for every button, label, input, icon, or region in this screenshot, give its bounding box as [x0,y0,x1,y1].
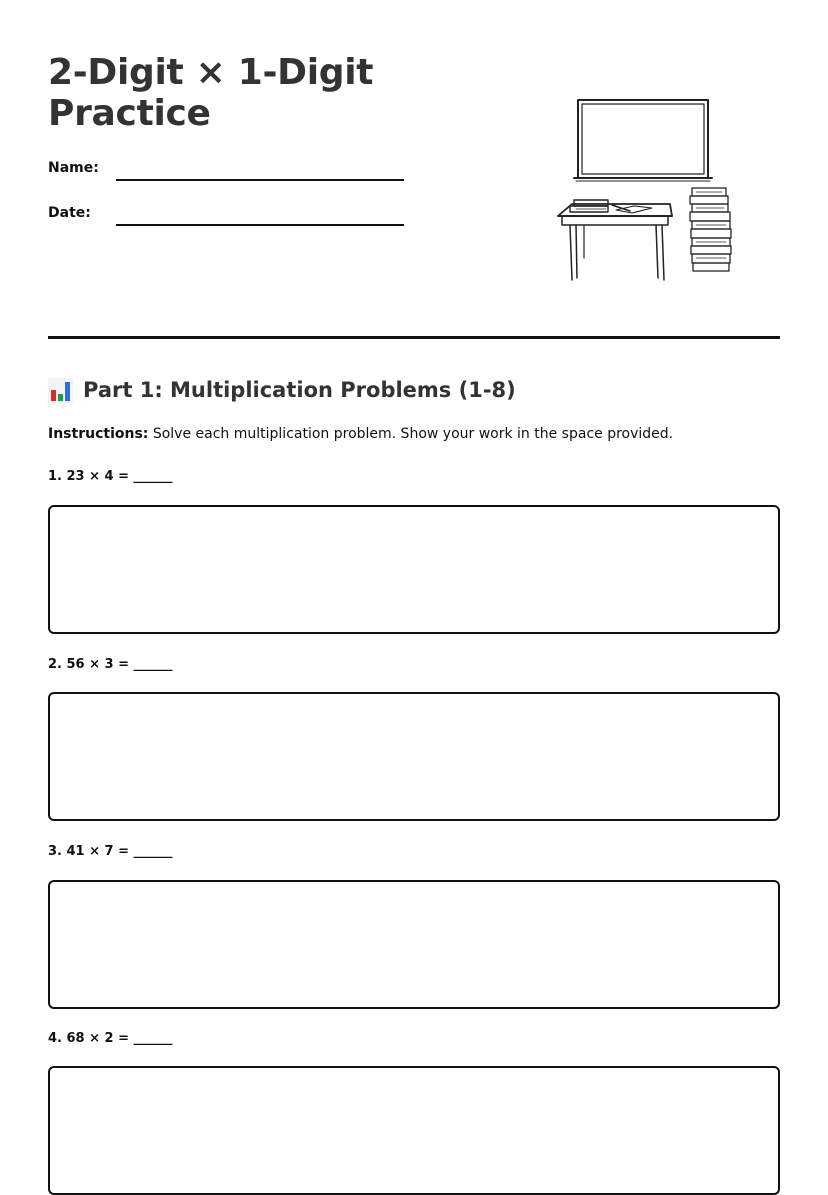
name-line[interactable] [116,179,404,181]
classroom-illustration-icon [554,92,744,282]
problem-3-work-box[interactable] [48,880,780,1009]
worksheet-title: 2-Digit × 1-Digit Practice [48,52,374,134]
problem-2-label: 2. 56 × 3 = ______ [48,657,173,672]
date-field [48,203,408,227]
problem-4-label: 4. 68 × 2 = ______ [48,1031,173,1046]
problem-1-work-box[interactable] [48,505,780,634]
worksheet-header [48,52,780,292]
section-heading [48,374,516,406]
problem-2-work-box[interactable] [48,692,780,821]
instructions [48,424,788,444]
instructions-text: Solve each multiplication problem. Show your work in the space provided. [148,426,674,442]
name-label: Name: [48,160,99,176]
problem-1-label: 1. 23 × 4 = ______ [48,469,173,484]
bar-chart-icon [48,378,73,403]
instructions-label: Instructions: [48,426,149,442]
section-title: Part 1: Multiplication Problems (1-8) [83,378,516,402]
name-field [48,158,408,182]
header-divider [48,336,780,339]
problem-4-work-box[interactable] [48,1066,780,1195]
date-line[interactable] [116,224,404,226]
date-label: Date: [48,205,91,221]
problem-3-label: 3. 41 × 7 = ______ [48,844,173,859]
